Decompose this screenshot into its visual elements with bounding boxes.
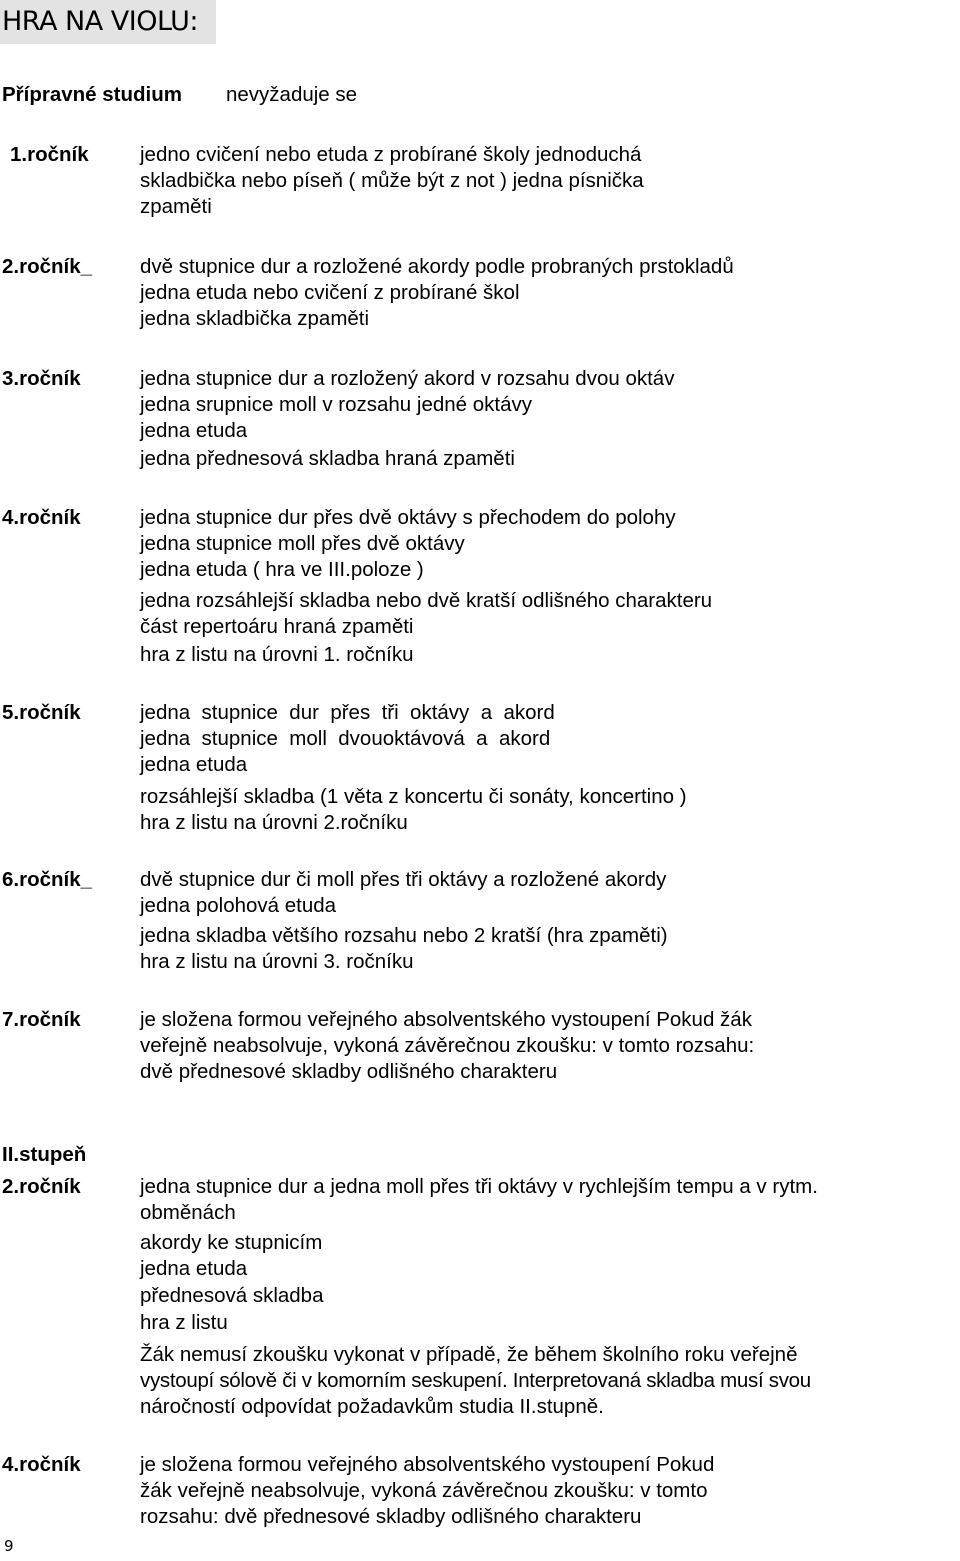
grade-label: 4.ročník — [2, 1453, 81, 1476]
requirement-line: žák veřejně neabsolvuje, vykoná závěrečnou zkoušku: v tomto — [140, 1479, 708, 1502]
requirement-line: jedno cvičení nebo etuda z probírané školy jednoduchá — [140, 143, 642, 166]
requirement-line: rozsáhlejší skladba (1 věta z koncertu či sonáty, koncertino ) — [140, 785, 687, 808]
requirement-line: skladbička nebo píseň ( může být z not ) jedna písnička — [140, 169, 644, 192]
requirement-line: jedna etuda nebo cvičení z probírané škol — [140, 281, 520, 304]
requirement-line: jedna stupnice moll přes dvě oktávy — [140, 532, 465, 555]
requirement-line: jedna stupnice dur přes tři oktávy a akord — [140, 701, 555, 724]
requirement-line: jedna etuda — [140, 753, 248, 776]
requirement-line: hra z listu na úrovni 2.ročníku — [140, 811, 408, 834]
requirement-line: dvě stupnice dur či moll přes tři oktávy a rozložené akordy — [140, 868, 667, 891]
grade-label: 2.ročník — [2, 1175, 81, 1198]
requirement-line: hra z listu na úrovni 1. ročníku — [140, 643, 414, 666]
requirement-line: náročností odpovídat požadavkům studia II.stupně. — [140, 1395, 604, 1418]
requirement-line: jedna polohová etuda — [140, 894, 337, 917]
requirement-line: vystoupí sólově či v komorním seskupení. Interpretovaná skladba musí svou — [140, 1369, 811, 1392]
requirement-line: jedna rozsáhlejší skladba nebo dvě kratší odlišného charakteru — [140, 589, 713, 612]
requirement-line: rozsahu: dvě přednesové skladby odlišného charakteru — [140, 1505, 642, 1528]
requirement-line: část repertoáru hraná zpaměti — [140, 615, 414, 638]
requirement-line: jedna přednesová skladba hraná zpaměti — [140, 447, 515, 470]
requirement-line: jedna skladbička zpaměti — [140, 307, 370, 330]
requirement-line: zpaměti — [140, 195, 212, 218]
grade-label: 7.ročník — [2, 1008, 81, 1031]
grade-label: 1.ročník — [10, 143, 89, 166]
grade-label: 4.ročník — [2, 506, 81, 529]
requirement-line: jedna skladba většího rozsahu nebo 2 kratší (hra zpaměti) — [140, 924, 668, 947]
requirement-line: jedna stupnice dur přes dvě oktávy s přechodem do polohy — [140, 506, 676, 529]
requirement-line: jedna stupnice moll dvouoktávová a akord — [140, 727, 551, 750]
requirement-line: jedna srupnice moll v rozsahu jedné oktávy — [140, 393, 532, 416]
requirement-line: dvě přednesové skladby odlišného charakteru — [140, 1060, 558, 1083]
grade-label: 2.ročník_ — [2, 255, 93, 278]
requirement-line: hra z listu na úrovni 3. ročníku — [140, 950, 414, 973]
page-title: HRA NA VIOLU: — [0, 0, 216, 44]
prep-label: Přípravné studium — [2, 83, 182, 106]
requirement-line: je složena formou veřejného absolventského vystoupení Pokud žák — [140, 1008, 752, 1031]
requirement-line: jedna etuda ( hra ve III.poloze ) — [140, 558, 424, 581]
requirement-line: dvě stupnice dur a rozložené akordy podle probraných prstokladů — [140, 255, 734, 278]
requirement-line: jedna etuda — [140, 419, 248, 442]
grade-label: 3.ročník — [2, 367, 81, 390]
section-title: II.stupeň — [2, 1143, 87, 1166]
requirement-line: hra z listu — [140, 1311, 228, 1334]
requirement-line: jedna etuda — [140, 1257, 248, 1280]
page-number: 9 — [4, 1537, 14, 1555]
requirement-line: přednesová skladba — [140, 1284, 324, 1307]
requirement-line: veřejně neabsolvuje, vykoná závěrečnou zkoušku: v tomto rozsahu: — [140, 1034, 755, 1057]
prep-value: nevyžaduje se — [226, 83, 358, 106]
requirement-line: jedna stupnice dur a jedna moll přes tři oktávy v rychlejším tempu a v rytm. — [140, 1175, 818, 1198]
requirement-line: jedna stupnice dur a rozložený akord v rozsahu dvou oktáv — [140, 367, 675, 390]
requirement-line: je složena formou veřejného absolventského vystoupení Pokud — [140, 1453, 715, 1476]
grade-label: 6.ročník_ — [2, 868, 93, 891]
grade-label: 5.ročník — [2, 701, 81, 724]
requirement-line: Žák nemusí zkoušku vykonat v případě, že během školního roku veřejně — [140, 1343, 798, 1366]
requirement-line: obměnách — [140, 1201, 236, 1224]
requirement-line: akordy ke stupnicím — [140, 1231, 323, 1254]
